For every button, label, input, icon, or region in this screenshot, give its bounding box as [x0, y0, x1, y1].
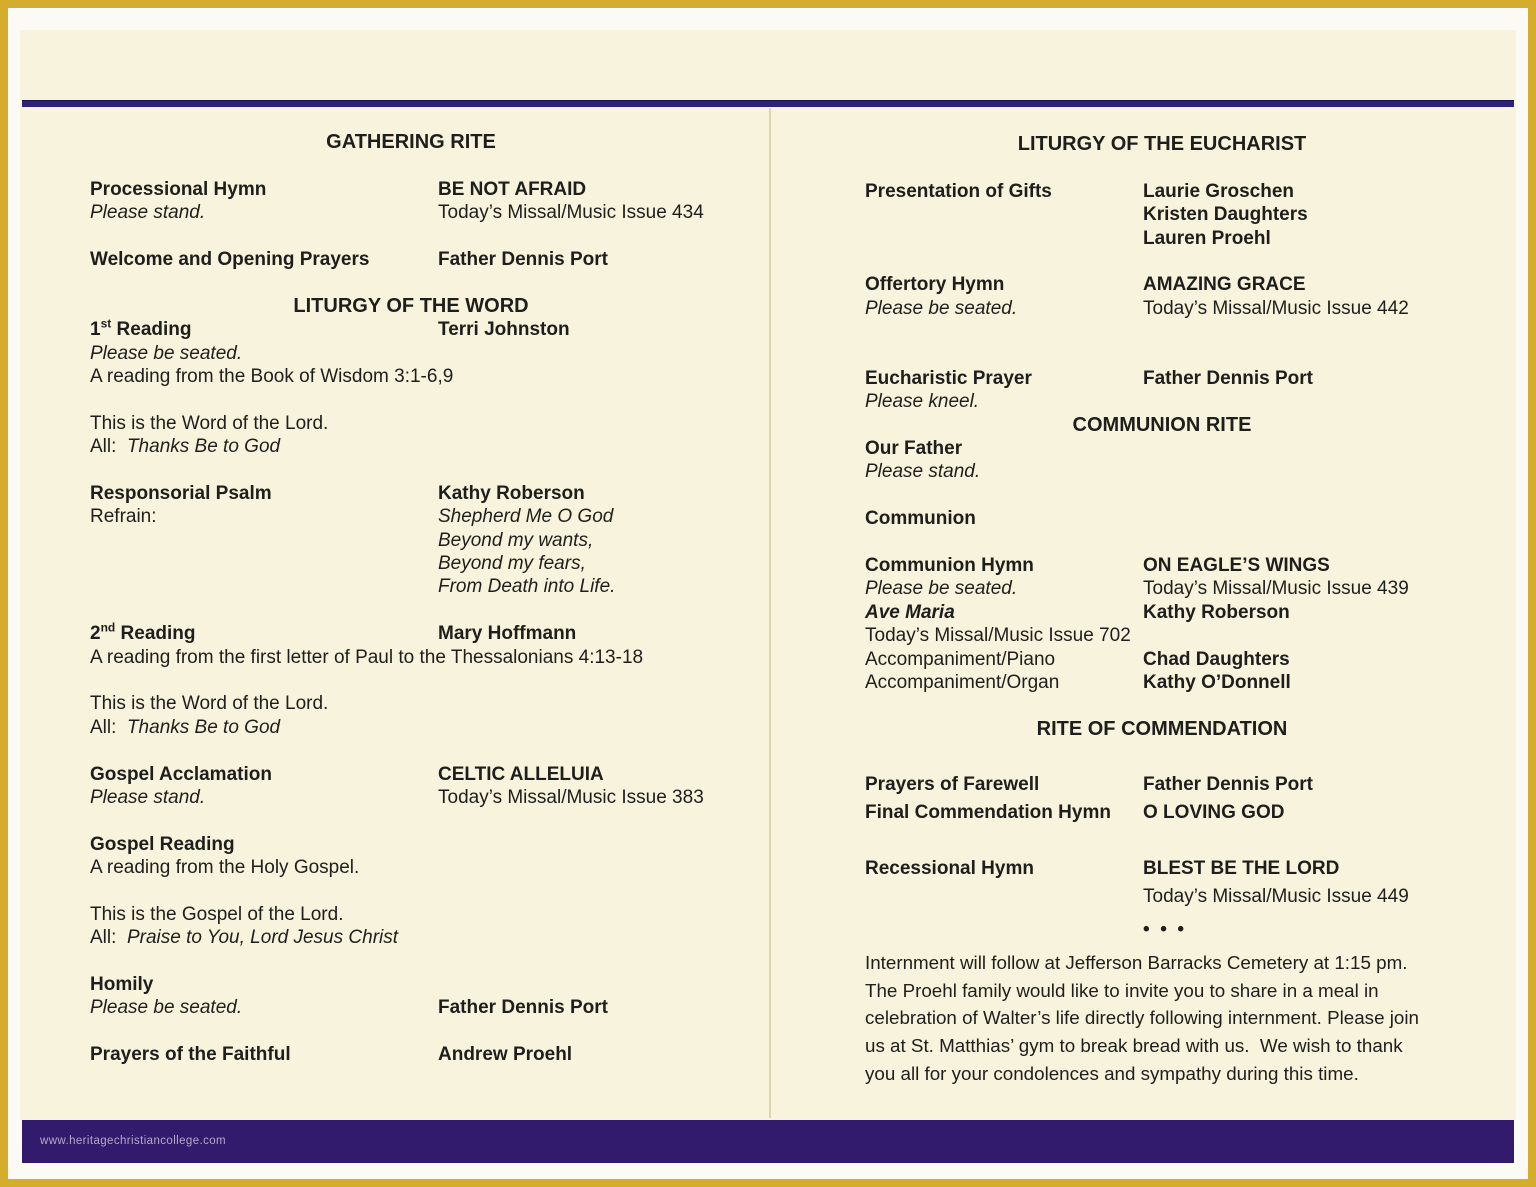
item-label	[90, 622, 438, 645]
item-value	[438, 318, 732, 341]
item-label	[90, 529, 438, 552]
text-segment: Please kneel.	[865, 391, 980, 413]
text-segment: Kathy Roberson	[1143, 601, 1290, 623]
blank-line	[865, 484, 1459, 507]
text-segment: All:	[90, 927, 127, 949]
text-segment: COMMUNION RITE	[1072, 413, 1252, 436]
item-label	[865, 273, 1143, 296]
blank-line	[865, 827, 1459, 855]
text-segment: CELTIC ALLELUIA	[438, 763, 604, 785]
program-row	[90, 248, 732, 271]
text-segment: Father Dennis Port	[438, 997, 608, 1019]
text-segment: Communion	[865, 508, 976, 530]
center-fold-line	[769, 108, 771, 1118]
item-label	[90, 505, 438, 528]
text-segment: Mary Hoffmann	[438, 623, 577, 645]
text-segment: Kathy O’Donnell	[1143, 672, 1291, 693]
paragraph-line: The Proehl family would like to invite you to share in a meal in	[865, 979, 1379, 1001]
item-label	[865, 648, 1143, 671]
program-row	[865, 911, 1459, 949]
item-label	[865, 577, 1143, 600]
program-row	[865, 601, 1459, 624]
program-row	[90, 996, 732, 1019]
program-row	[90, 1043, 732, 1066]
text-segment: Father Dennis Port	[1143, 774, 1313, 796]
section-header	[865, 718, 1459, 741]
blank-line	[865, 250, 1459, 273]
blank-line	[865, 531, 1459, 554]
program-row	[865, 883, 1459, 911]
blank-line	[90, 950, 732, 973]
text-segment: Please be seated.	[865, 297, 1018, 319]
program-row	[865, 273, 1459, 296]
item-label	[90, 201, 438, 224]
item-label	[865, 367, 1143, 390]
text-segment: Welcome and Opening Prayers	[90, 248, 370, 270]
item-value	[1143, 671, 1459, 694]
item-label	[865, 203, 1143, 226]
item-value	[438, 996, 732, 1019]
blank-line	[90, 458, 732, 481]
right-page-content	[865, 133, 1459, 1087]
text-segment: Processional Hymn	[90, 178, 267, 200]
program-text-line	[90, 412, 732, 435]
blank-line	[90, 271, 732, 294]
text-segment: This is the Gospel of the Lord.	[90, 903, 344, 925]
text-segment: Recessional Hymn	[865, 858, 1034, 880]
program-row	[90, 178, 732, 201]
text-segment: • • •	[1143, 919, 1185, 941]
item-value	[1143, 227, 1459, 250]
item-value	[1143, 273, 1459, 296]
footer-bar	[22, 1120, 1514, 1163]
text-segment: This is the Word of the Lord.	[90, 412, 329, 434]
blank-line	[90, 154, 732, 177]
text-segment: Offertory Hymn	[865, 274, 1005, 296]
item-label	[865, 554, 1143, 577]
text-segment: Homily	[90, 974, 154, 996]
footer-url: www.heritagechristiancollege.com	[40, 1135, 227, 1147]
text-segment: Thanks Be to God	[126, 436, 281, 458]
text-segment: 2	[90, 623, 101, 645]
text-segment: Today’s Missal/Music Issue 442	[1143, 297, 1409, 319]
program-text-line	[865, 437, 1459, 460]
item-label	[90, 318, 438, 341]
item-value	[1143, 771, 1459, 799]
text-segment: Responsorial Psalm	[90, 482, 272, 504]
item-value	[1143, 367, 1459, 390]
program-row	[865, 648, 1459, 671]
text-segment: Communion Hymn	[865, 555, 1034, 577]
program-text-line	[865, 507, 1459, 530]
paragraph-line: you all for your condolences and sympathy during this time.	[865, 1062, 1359, 1084]
text-segment: Today’s Missal/Music Issue 449	[1143, 886, 1409, 908]
program-row	[90, 552, 732, 575]
text-segment: nd	[100, 620, 116, 635]
program-row	[865, 799, 1459, 827]
paragraph-line: Internment will follow at Jefferson Barracks Cemetery at 1:15 pm.	[865, 952, 1408, 974]
program-text-line	[90, 926, 732, 949]
blank-line	[90, 1020, 732, 1043]
text-segment: Father Dennis Port	[1143, 367, 1313, 389]
text-segment: Please stand.	[90, 202, 206, 224]
program-text-line	[865, 460, 1459, 483]
program-text-line	[90, 435, 732, 458]
text-segment: Kathy Roberson	[438, 482, 585, 504]
program-row	[865, 855, 1459, 883]
text-segment: Final Commendation Hymn	[865, 802, 1111, 824]
program-text-line	[865, 390, 1459, 413]
text-segment: Thanks Be to God	[126, 716, 281, 738]
item-value	[438, 552, 732, 575]
text-segment: Shepherd Me O God	[438, 506, 614, 528]
program-text-line	[90, 903, 732, 926]
program-row	[90, 201, 732, 224]
program-text-line	[90, 365, 732, 388]
program-row	[90, 786, 732, 809]
item-value	[1143, 883, 1459, 911]
item-label	[865, 883, 1143, 911]
text-segment: Today’s Missal/Music Issue 439	[1143, 578, 1409, 600]
item-label	[865, 180, 1143, 203]
closing-paragraph	[865, 949, 1459, 1087]
program-text-line	[90, 342, 732, 365]
item-value	[1143, 799, 1459, 827]
text-segment: All:	[90, 716, 127, 738]
text-segment: A reading from the Holy Gospel.	[90, 857, 360, 879]
program-text-line	[90, 692, 732, 715]
section-header	[90, 131, 732, 154]
section-header	[865, 133, 1459, 156]
item-label	[90, 248, 438, 271]
item-label	[90, 178, 438, 201]
item-label	[865, 601, 1143, 624]
item-value	[438, 1043, 732, 1066]
text-segment: Presentation of Gifts	[865, 180, 1052, 202]
program-row	[865, 180, 1459, 203]
program-row	[865, 577, 1459, 600]
item-value	[438, 786, 732, 809]
text-segment: Prayers of the Faithful	[90, 1044, 291, 1066]
program-text-line	[90, 973, 732, 996]
program-row	[865, 367, 1459, 390]
program-row	[90, 575, 732, 598]
text-segment: Ave Maria	[865, 601, 955, 623]
item-value	[438, 529, 732, 552]
program-row	[90, 318, 732, 341]
text-segment: Laurie Groschen	[1143, 180, 1294, 202]
text-segment: BE NOT AFRAID	[438, 178, 587, 200]
text-segment: Please be seated.	[90, 997, 243, 1019]
text-segment: Please be seated.	[865, 578, 1018, 600]
item-label	[865, 771, 1143, 799]
text-segment: Accompaniment/Organ	[865, 672, 1060, 693]
item-label	[90, 786, 438, 809]
item-value	[1143, 855, 1459, 883]
blank-line	[865, 741, 1459, 771]
text-segment: Today’s Missal/Music Issue 434	[438, 202, 704, 224]
item-value	[1143, 180, 1459, 203]
program-row	[865, 297, 1459, 320]
blank-line	[90, 880, 732, 903]
text-segment: Lauren Proehl	[1143, 227, 1271, 249]
program-row	[865, 227, 1459, 250]
text-segment: Reading	[111, 319, 192, 341]
section-header	[865, 414, 1459, 437]
text-segment: Today’s Missal/Music Issue 383	[438, 786, 704, 808]
text-segment: LITURGY OF THE EUCHARIST	[1017, 133, 1307, 155]
section-header	[90, 295, 732, 318]
text-segment: Father Dennis Port	[438, 248, 608, 270]
item-label	[865, 911, 1143, 949]
item-label	[865, 227, 1143, 250]
item-value	[1143, 577, 1459, 600]
item-label	[90, 552, 438, 575]
text-segment: From Death into Life.	[438, 576, 616, 598]
text-segment: A reading from the first letter of Paul to the Thessalonians 4:13-18	[90, 646, 644, 668]
item-value	[1143, 911, 1459, 949]
text-segment: Praise to You, Lord Jesus Christ	[126, 927, 399, 949]
item-label	[865, 855, 1143, 883]
text-segment: Please be seated.	[90, 342, 243, 364]
item-value	[438, 248, 732, 271]
text-segment: Gospel Reading	[90, 833, 235, 855]
text-segment: All:	[90, 436, 127, 458]
item-label	[90, 763, 438, 786]
text-segment: Reading	[115, 623, 196, 645]
program-text-line	[90, 833, 732, 856]
program-text-line	[90, 856, 732, 879]
item-value	[1143, 601, 1459, 624]
text-segment: Beyond my wants,	[438, 529, 594, 551]
program-text-line	[90, 646, 732, 669]
item-value	[438, 178, 732, 201]
program-row	[865, 671, 1459, 694]
blank-line	[90, 739, 732, 762]
blank-line	[90, 599, 732, 622]
blank-line	[90, 809, 732, 832]
item-value	[438, 482, 732, 505]
text-segment: Please stand.	[90, 786, 206, 808]
header-rule	[22, 100, 1514, 107]
text-segment: Beyond my fears,	[438, 553, 586, 575]
blank-line	[90, 388, 732, 411]
text-segment: LITURGY OF THE WORD	[293, 294, 529, 317]
blank-line	[865, 156, 1459, 179]
paragraph-line: us at St. Matthias’ gym to break bread with us. We wish to thank	[865, 1034, 1403, 1056]
item-value	[1143, 648, 1459, 671]
program-row	[90, 622, 732, 645]
item-label	[90, 575, 438, 598]
program-row	[90, 482, 732, 505]
text-segment: Accompaniment/Piano	[865, 648, 1056, 670]
program-text-line	[90, 716, 732, 739]
program-row	[865, 554, 1459, 577]
item-label	[865, 671, 1143, 694]
text-segment: Prayers of Farewell	[865, 774, 1040, 796]
item-label	[865, 297, 1143, 320]
program-row	[90, 529, 732, 552]
text-segment: BLEST BE THE LORD	[1143, 858, 1340, 880]
text-segment: Today’s Missal/Music Issue 702	[865, 625, 1131, 647]
program-row	[865, 203, 1459, 226]
text-segment: RITE OF COMMENDATION	[1036, 717, 1288, 740]
item-label	[90, 482, 438, 505]
blank-line	[90, 669, 732, 692]
item-value	[1143, 297, 1459, 320]
blank-line	[90, 225, 732, 248]
paragraph-line: celebration of Walter’s life directly following internment. Please join	[865, 1007, 1419, 1029]
item-value	[438, 575, 732, 598]
item-label	[865, 799, 1143, 827]
text-segment: AMAZING GRACE	[1143, 274, 1306, 296]
item-value	[1143, 554, 1459, 577]
blank-line	[865, 320, 1459, 367]
text-segment: st	[100, 316, 112, 331]
program-row	[90, 505, 732, 528]
left-page-content	[90, 131, 732, 1067]
text-segment: Gospel Acclamation	[90, 763, 272, 785]
item-value	[438, 763, 732, 786]
text-segment: Terri Johnston	[438, 319, 570, 341]
blank-line	[865, 694, 1459, 717]
text-segment: A reading from the Book of Wisdom 3:1-6,9	[90, 365, 454, 387]
text-segment: GATHERING RITE	[326, 131, 496, 153]
item-value	[1143, 203, 1459, 226]
item-value	[438, 201, 732, 224]
text-segment: Eucharistic Prayer	[865, 367, 1032, 389]
text-segment: Andrew Proehl	[438, 1044, 573, 1066]
text-segment: Refrain:	[90, 506, 157, 528]
text-segment: ON EAGLE’S WINGS	[1143, 555, 1330, 577]
item-value	[438, 622, 732, 645]
program-row	[865, 771, 1459, 799]
text-segment: Please stand.	[865, 461, 981, 483]
text-segment: Chad Daughters	[1143, 648, 1290, 670]
program-text-line	[865, 624, 1459, 647]
text-segment: O LOVING GOD	[1143, 802, 1285, 824]
item-label	[90, 996, 438, 1019]
text-segment: This is the Word of the Lord.	[90, 693, 329, 715]
item-label	[90, 1043, 438, 1066]
text-segment: Kristen Daughters	[1143, 204, 1308, 226]
program-row	[90, 763, 732, 786]
item-value	[438, 505, 732, 528]
text-segment: Our Father	[865, 438, 963, 460]
text-segment: 1	[90, 319, 101, 341]
